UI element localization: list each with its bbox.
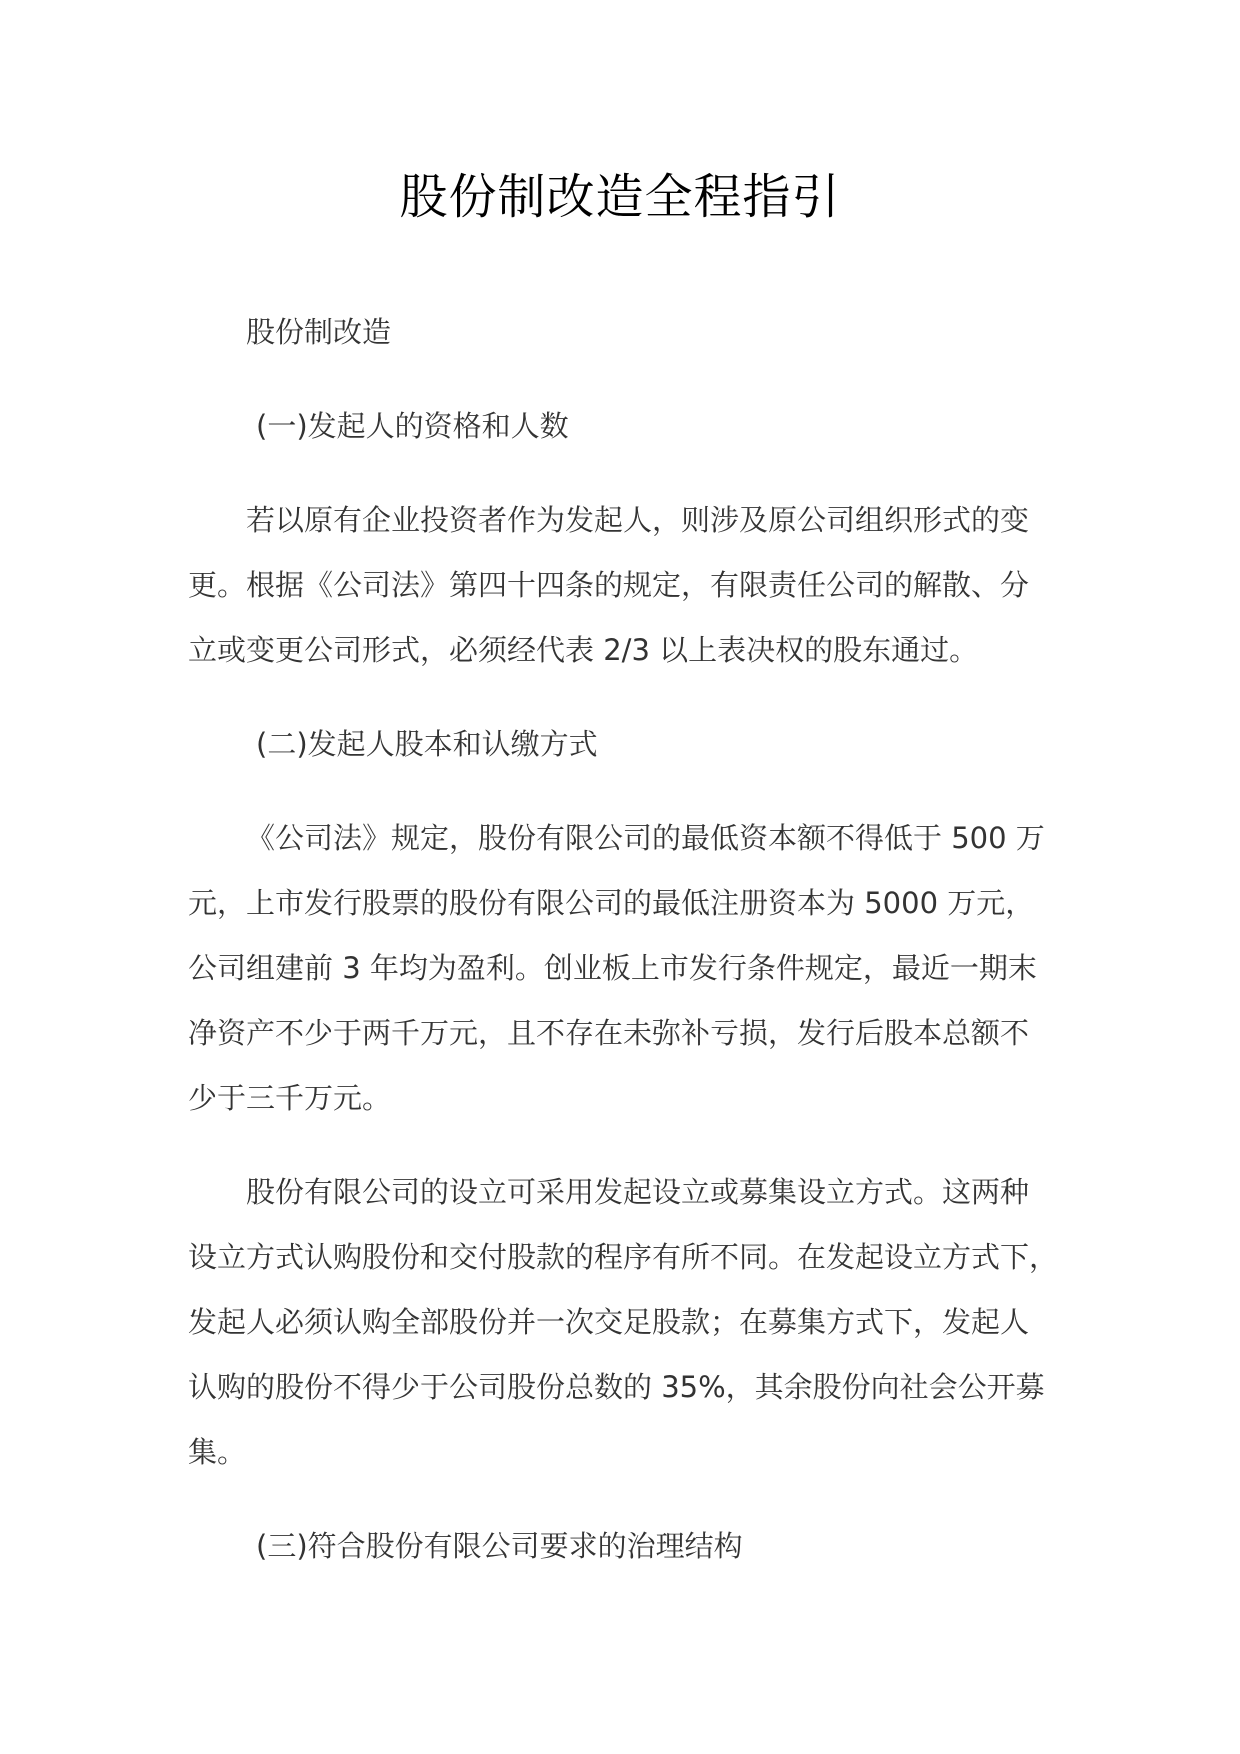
paragraph-1-line-3: 立或变更公司形式，必须经代表 2/3 以上表决权的股东通过。 bbox=[188, 633, 979, 667]
section-title bbox=[188, 300, 1058, 365]
heading-1 bbox=[188, 394, 1058, 459]
section-title-text: 股份制改造 bbox=[246, 315, 392, 349]
paragraph-1-line-1: 若以原有企业投资者作为发起人，则涉及原公司组织形式的变 bbox=[246, 503, 1030, 537]
document-title: 股份制改造全程指引 bbox=[399, 169, 841, 225]
heading-2-text: (二)发起人股本和认缴方式 bbox=[256, 727, 598, 761]
paragraph-2-line-1: 《公司法》规定，股份有限公司的最低资本额不得低于 500 万 bbox=[246, 821, 1045, 855]
paragraph-3-line-5: 集。 bbox=[188, 1435, 247, 1469]
heading-3-text: (三)符合股份有限公司要求的治理结构 bbox=[256, 1529, 743, 1563]
paragraph-3-line-2: 设立方式认购股份和交付股款的程序有所不同。在发起设立方式下， bbox=[188, 1240, 1059, 1274]
paragraph-1-line-2: 更。根据《公司法》第四十四条的规定，有限责任公司的解散、分 bbox=[188, 568, 1030, 602]
paragraph-3-line-1: 股份有限公司的设立可采用发起设立或募集设立方式。这两种 bbox=[246, 1175, 1030, 1209]
document-body bbox=[188, 300, 1058, 1608]
paragraph-2 bbox=[188, 806, 1058, 1131]
paragraph-3-line-3: 发起人必须认购全部股份并一次交足股款；在募集方式下，发起人 bbox=[188, 1305, 1030, 1339]
heading-3 bbox=[188, 1514, 1058, 1579]
paragraph-3 bbox=[188, 1160, 1058, 1485]
paragraph-2-line-2: 元，上市发行股票的股份有限公司的最低注册资本为 5000 万元， bbox=[188, 886, 1035, 920]
heading-2 bbox=[188, 712, 1058, 777]
paragraph-1 bbox=[188, 488, 1058, 683]
paragraph-3-line-4: 认购的股份不得少于公司股份总数的 35%，其余股份向社会公开募 bbox=[188, 1370, 1045, 1404]
paragraph-2-line-5: 少于三千万元。 bbox=[188, 1081, 392, 1115]
paragraph-2-line-3: 公司组建前 3 年均为盈利。创业板上市发行条件规定，最近一期末 bbox=[188, 951, 1037, 985]
heading-1-text: (一)发起人的资格和人数 bbox=[256, 409, 569, 443]
paragraph-2-line-4: 净资产不少于两千万元，且不存在未弥补亏损，发行后股本总额不 bbox=[188, 1016, 1030, 1050]
